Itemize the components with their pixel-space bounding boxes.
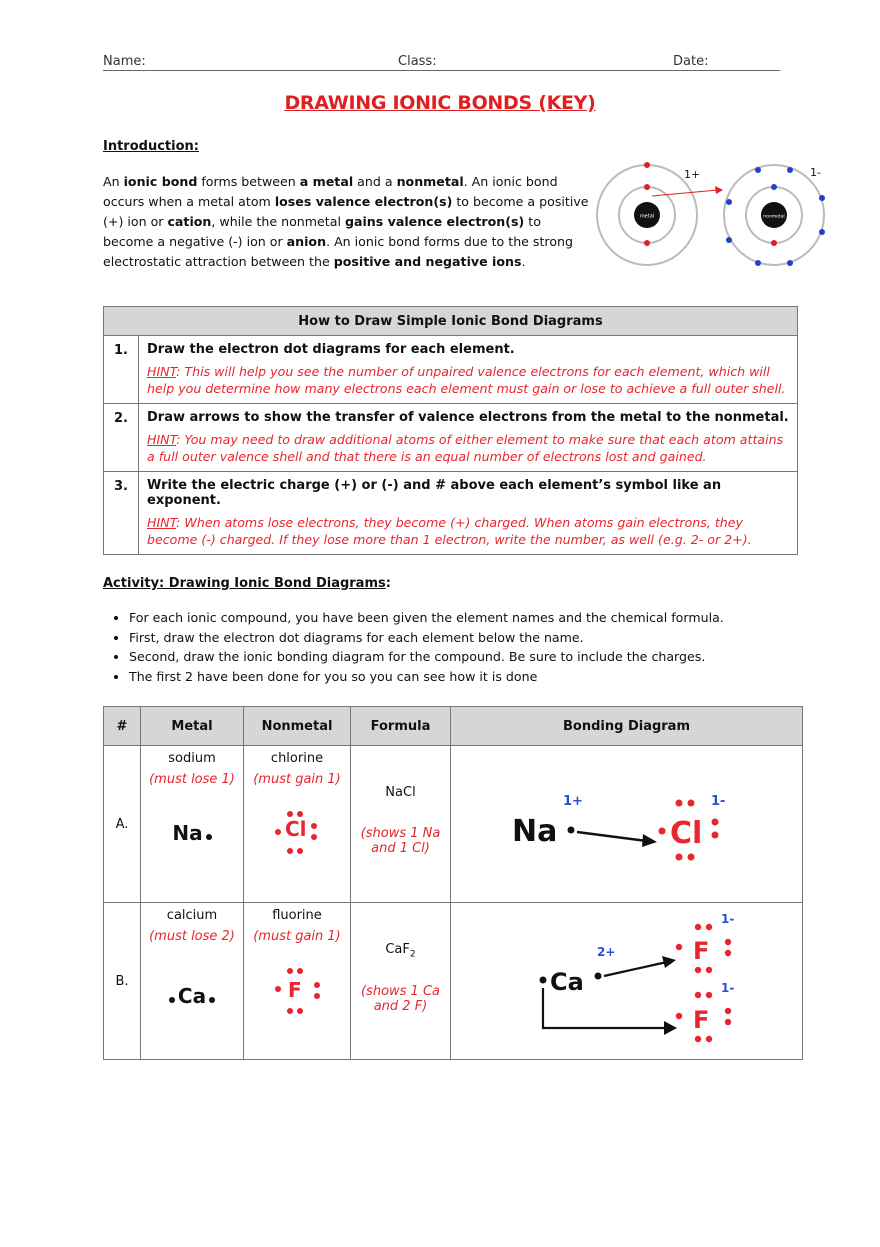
metal-name: calcium bbox=[166, 908, 218, 923]
list-item: • First, draw the electron dot diagrams for each element below the name. bbox=[129, 628, 849, 648]
metal-note: (must lose 2) bbox=[149, 929, 235, 944]
nonmetal-dot-diagram: Cl bbox=[245, 805, 349, 855]
nonmetal-name: fluorine bbox=[272, 908, 322, 923]
formula: CaF$_2$ bbox=[385, 942, 416, 960]
step-text: Draw the electron dot diagrams for each element. bbox=[147, 342, 515, 357]
metal-dot-diagram: Ca bbox=[142, 984, 242, 1008]
step-number: 2. bbox=[104, 404, 139, 472]
nonmetal-note: (must gain 1) bbox=[253, 772, 341, 787]
howto-step bbox=[104, 472, 798, 555]
step-text: Write the electric charge (+) or (-) and # above each element’s symbol like an exponent. bbox=[147, 478, 722, 508]
howto-step bbox=[104, 404, 798, 472]
nonmetal-note: (must gain 1) bbox=[253, 929, 341, 944]
step-text: Draw arrows to show the transfer of valence electrons from the metal to the nonmetal. bbox=[147, 410, 789, 425]
step-hint: HINT: When atoms lose electrons, they become (+) charged. When atoms gain electrons, they become (-) charged. If they lose more than 1 electron, write the number, as well (e.g. 2- or 2+). bbox=[147, 515, 752, 547]
instructions-list bbox=[105, 608, 849, 686]
col-header: Metal bbox=[141, 707, 244, 746]
list-item: • The first 2 have been done for you so you can see how it is done bbox=[129, 667, 849, 687]
na-charge: 1+ bbox=[562, 794, 583, 809]
f-charge-top: 1- bbox=[720, 912, 734, 926]
col-header: Nonmetal bbox=[244, 707, 351, 746]
nonmetal-nucleus-label: nonmetal bbox=[763, 214, 785, 220]
ca-symbol: Ca bbox=[549, 968, 584, 996]
list-item: • For each ionic compound, you have been given the element names and the chemical formula. bbox=[129, 608, 849, 628]
metal-dot-diagram: Na bbox=[142, 821, 242, 845]
nonmetal-name: chlorine bbox=[270, 751, 324, 766]
metal-name: sodium bbox=[168, 751, 216, 766]
metal-charge-label: 1+ bbox=[684, 168, 701, 181]
ca-charge: 2+ bbox=[596, 945, 615, 959]
howto-heading: How to Draw Simple Ionic Bond Diagrams bbox=[104, 307, 798, 336]
f-symbol-top: F bbox=[692, 937, 709, 965]
nonmetal-dot-diagram: F bbox=[245, 964, 349, 1014]
col-header: # bbox=[104, 707, 141, 746]
formula: NaCl bbox=[385, 785, 416, 800]
activity-table bbox=[103, 706, 803, 1060]
list-item: • Second, draw the ionic bonding diagram for the compound. Be sure to include the charges. bbox=[129, 647, 849, 667]
f-charge-bottom: 1- bbox=[720, 981, 734, 995]
formula-note: (shows 1 Ca and 2 F) bbox=[360, 983, 441, 1014]
howto-step bbox=[104, 336, 798, 404]
intro-heading: Introduction: bbox=[103, 139, 199, 154]
col-header: Formula bbox=[351, 707, 451, 746]
col-header: Bonding Diagram bbox=[451, 707, 803, 746]
name-label: Name: bbox=[103, 54, 146, 69]
ionic-bond-atom-figure bbox=[592, 160, 827, 272]
metal-nucleus-label: metal bbox=[639, 213, 655, 220]
cl-charge: 1- bbox=[710, 794, 725, 809]
step-hint: HINT: You may need to draw additional atoms of either element to make sure that each atom attains a full outer valence shell and that there is an equal number of electrons lost and gained. bbox=[147, 432, 784, 464]
nonmetal-charge-label: 1- bbox=[810, 166, 821, 179]
table-row bbox=[104, 746, 803, 903]
formula-note: (shows 1 Na and 1 Cl) bbox=[360, 826, 441, 856]
f-symbol-bottom: F bbox=[692, 1006, 709, 1034]
nacl-bonding-diagram bbox=[457, 747, 797, 897]
caf2-bonding-diagram bbox=[457, 904, 797, 1054]
date-label: Date: bbox=[673, 54, 709, 69]
activity-heading: Activity: Drawing Ionic Bond Diagrams: bbox=[103, 576, 391, 591]
intro-paragraph: An ionic bond forms between a metal and a nonmetal. An ionic bond occurs when a metal atom loses valence electron(s) to become a positive (+) ion or cation, while the nonmetal gains valence electron(s) to become a negative (-) ion or anion. An ionic bond forms due to the strong electrostatic attraction between the positive and negative ions. bbox=[103, 174, 589, 269]
class-label: Class: bbox=[398, 54, 437, 69]
header-rule bbox=[103, 70, 780, 71]
howto-table bbox=[103, 306, 798, 555]
row-id: A. bbox=[104, 746, 141, 903]
step-number: 1. bbox=[104, 336, 139, 404]
step-number: 3. bbox=[104, 472, 139, 555]
na-symbol: Na bbox=[511, 814, 557, 849]
row-id: B. bbox=[104, 903, 141, 1060]
cl-symbol: Cl bbox=[669, 816, 702, 851]
step-hint: HINT: This will help you see the number of unpaired valence electrons for each element, which will help you determine how many electrons each element must gain or lose to achieve a full outer shell. bbox=[147, 364, 786, 396]
table-row bbox=[104, 903, 803, 1060]
metal-note: (must lose 1) bbox=[149, 772, 235, 787]
page-title: DRAWING IONIC BONDS (KEY) bbox=[284, 92, 596, 114]
